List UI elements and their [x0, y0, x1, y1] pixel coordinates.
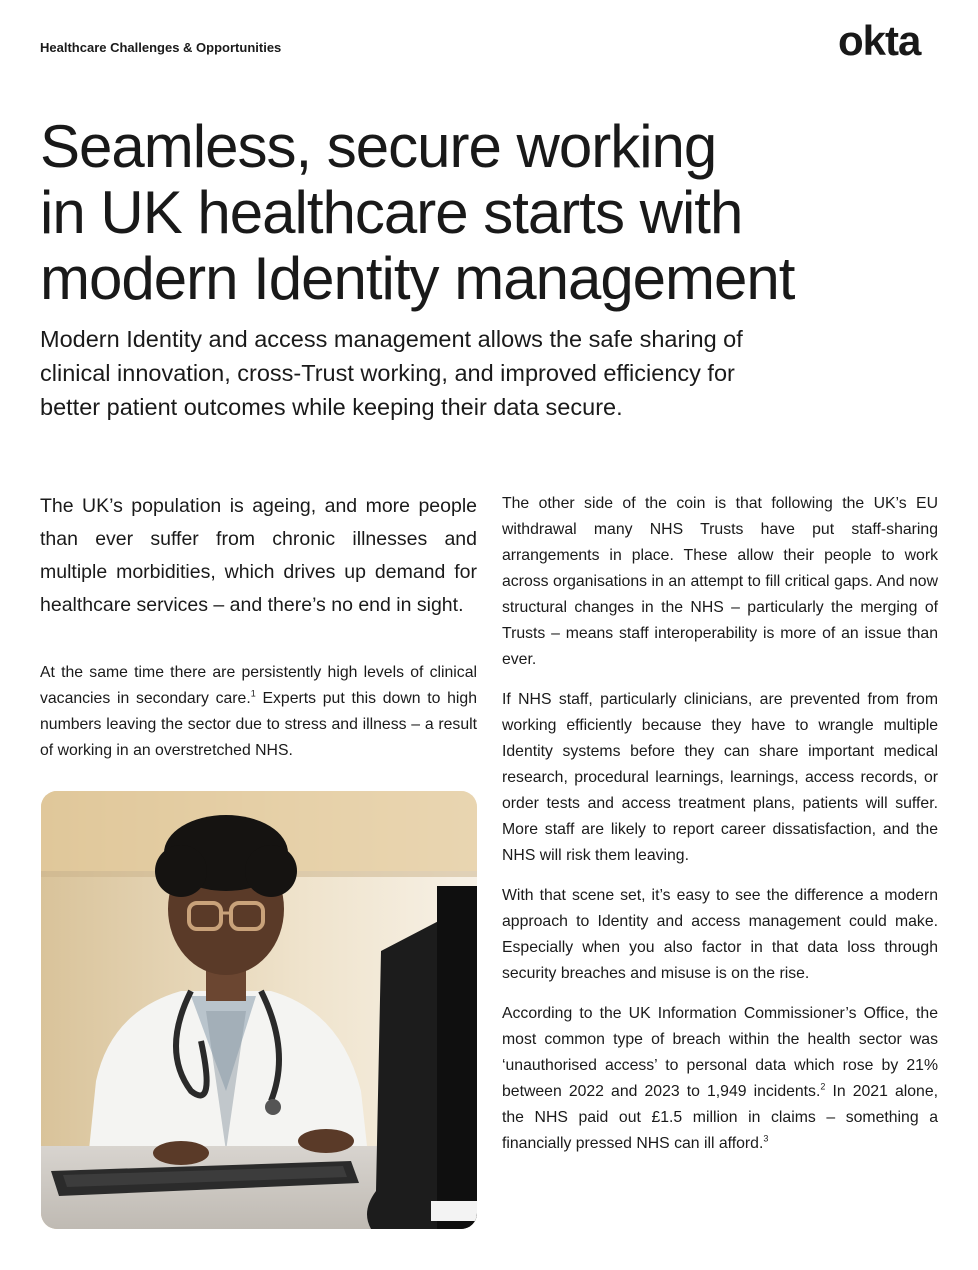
- body-paragraph: If NHS staff, particularly clinicians, are prevented from from working efficiently because they have to wrangle multiple Identity systems before they can share important medical research, procedural learnings, learnings, access records, or order tests and access treatment plans, patients will suffer. More staff are likely to report career dissatisfaction, and the NHS will risk them leaving.: [502, 691, 938, 864]
- subtitle-line: Modern Identity and access management allows the safe sharing of: [40, 326, 743, 352]
- lead-paragraph: The UK’s population is ageing, and more people than ever suffer from chronic illnesses and multiple morbidities, which drives up demand for healthcare services – and there’s no end in sight.: [40, 495, 477, 616]
- document-category: Healthcare Challenges & Opportunities: [40, 40, 282, 55]
- right-column: [502, 491, 938, 1171]
- footnote-ref[interactable]: 3: [763, 1133, 769, 1144]
- paragraph-text: In 2021 alone, the NHS paid out £1.5 million in claims – something a financially pressed NHS can ill afford.: [502, 1083, 939, 1152]
- paragraph-text: Experts put this down to high numbers leaving the sector due to stress and illness – a result of working in an overstretched NHS.: [40, 690, 478, 759]
- footnote-ref[interactable]: 2: [820, 1081, 826, 1092]
- subtitle-line: better patient outcomes while keeping their data secure.: [40, 394, 623, 420]
- photo-illustration: [41, 791, 477, 1229]
- page-title: [40, 114, 940, 312]
- okta-logo[interactable]: okta: [838, 17, 921, 64]
- body-paragraph: [40, 660, 477, 764]
- subtitle: [40, 322, 900, 424]
- paragraph-text: According to the UK Information Commissioner’s Office, the most common type of breach within the health sector was ‘unauthorised access’ to personal data which rose by 21% between 2022 and 2023 to 1,949 incidents.: [502, 1005, 938, 1100]
- title-line: in UK healthcare starts with: [40, 179, 743, 246]
- footnote-ref[interactable]: 1: [250, 688, 256, 699]
- body-paragraph: With that scene set, it’s easy to see the difference a modern approach to Identity and access management could make. Especially when you also factor in that data loss through security breaches and misuse is on the rise.: [502, 887, 938, 982]
- paragraph-text: At the same time there are persistently high levels of clinical vacancies in secondary care.: [40, 664, 477, 707]
- title-line: modern Identity management: [40, 245, 795, 312]
- body-paragraph: The other side of the coin is that following the UK’s EU withdrawal many NHS Trusts have put staff-sharing arrangements in place. These allow their people to work across organisations in an attempt to fill critical gaps. And now structural changes in the NHS – particularly the merging of Trusts – means staff interoperability is more of an issue than ever.: [502, 495, 938, 668]
- subtitle-line: clinical innovation, cross-Trust working, and improved efficiency for: [40, 360, 735, 386]
- title-line: Seamless, secure working: [40, 113, 717, 180]
- doctor-at-computer-photo: [41, 791, 477, 1229]
- body-paragraph: [502, 1001, 938, 1157]
